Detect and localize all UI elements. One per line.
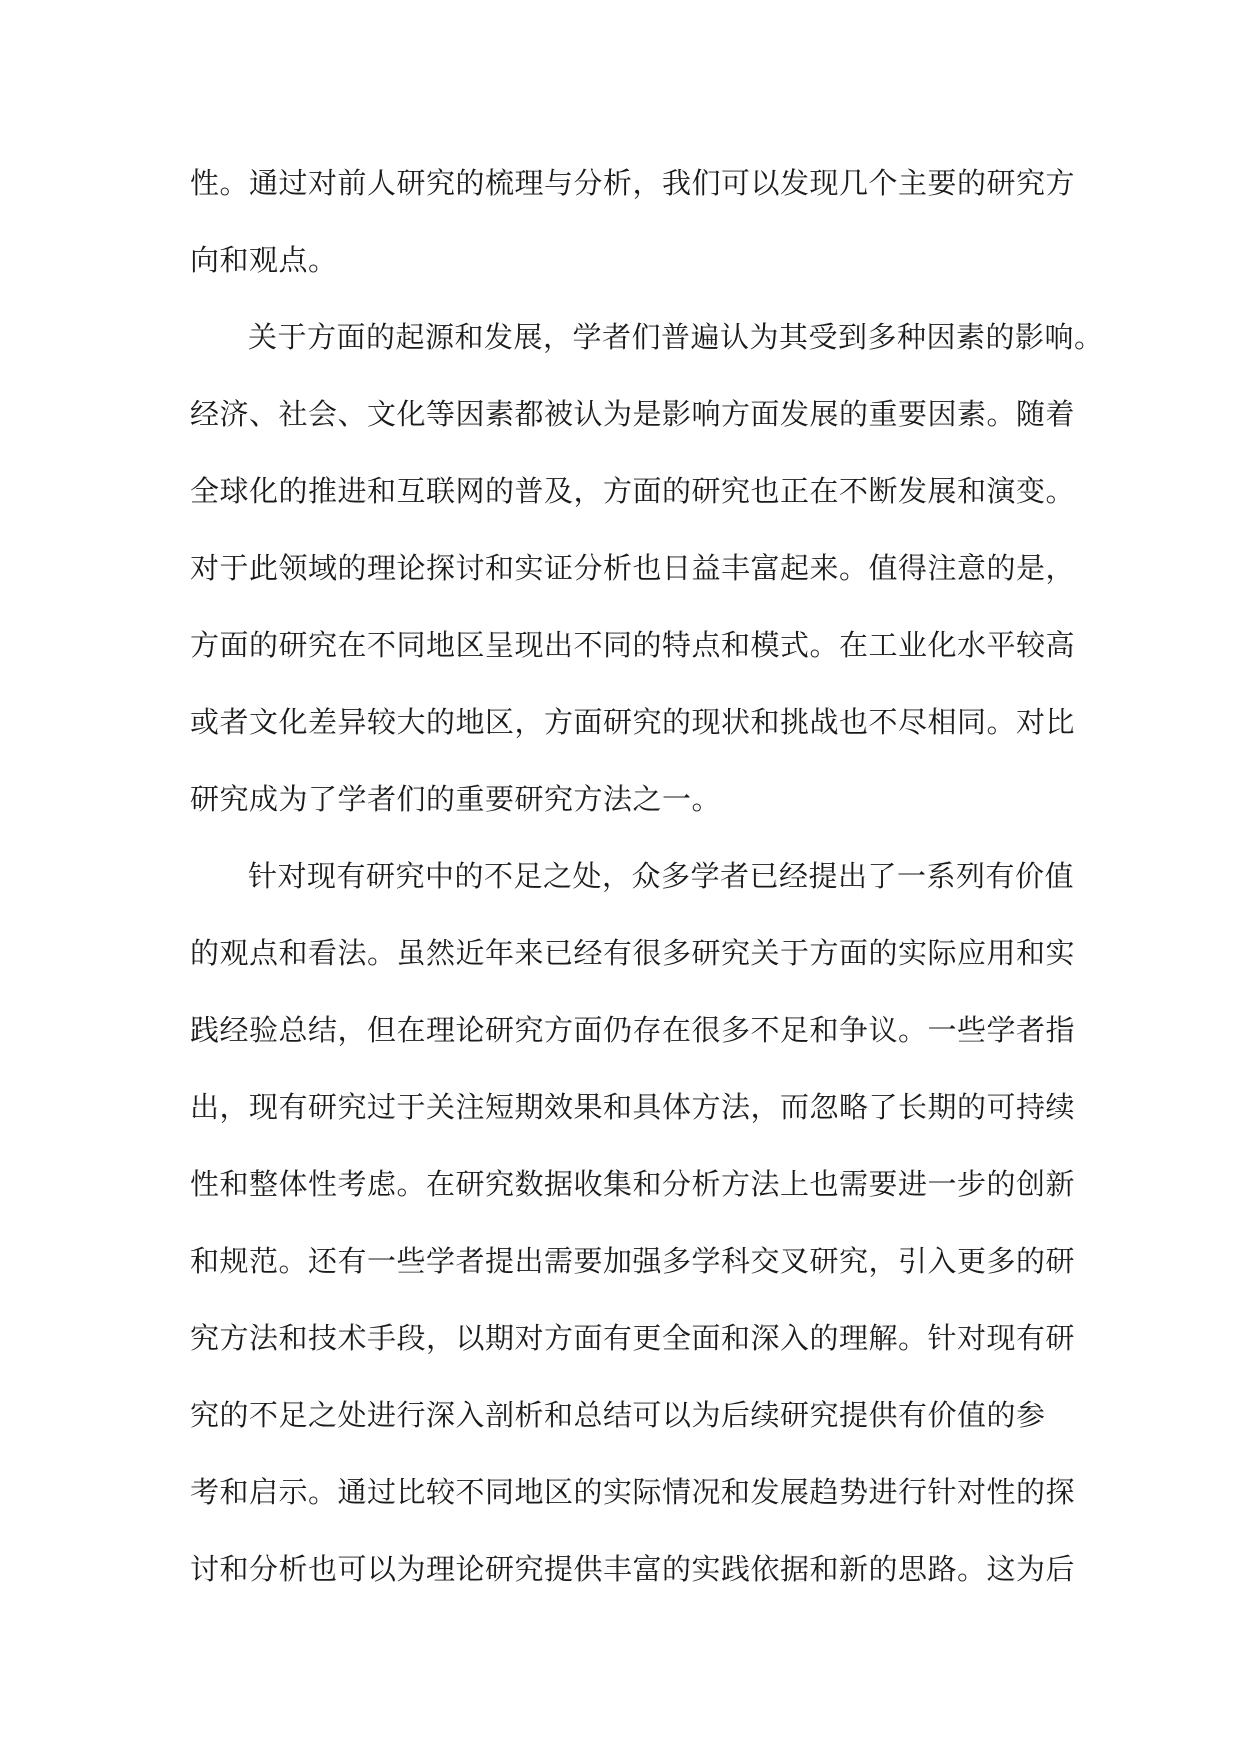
text-line: 和规范。还有一些学者提出需要加强多学科交叉研究，引入更多的研 [190,1244,1076,1278]
text-line: 践经验总结，但在理论研究方面仍存在很多不足和争议。一些学者指 [190,1013,1076,1047]
text-line: 考和启示。通过比较不同地区的实际情况和发展趋势进行针对性的探 [190,1475,1076,1509]
text-line: 对于此领域的理论探讨和实证分析也日益丰富起来。值得注意的是， [190,551,1076,585]
paragraph-start-line: 关于方面的起源和发展，学者们普遍认为其受到多种因素的影响。 [248,320,1104,354]
text-line: 全球化的推进和互联网的普及，方面的研究也正在不断发展和演变。 [190,474,1076,508]
text-line: 方面的研究在不同地区呈现出不同的特点和模式。在工业化水平较高 [190,628,1076,662]
text-line: 研究成为了学者们的重要研究方法之一。 [190,782,722,816]
text-line: 究的不足之处进行深入剖析和总结可以为后续研究提供有价值的参 [190,1398,1046,1432]
text-line: 性和整体性考虑。在研究数据收集和分析方法上也需要进一步的创新 [190,1167,1076,1201]
text-line: 讨和分析也可以为理论研究提供丰富的实践依据和新的思路。这为后 [190,1552,1076,1586]
text-line: 出，现有研究过于关注短期效果和具体方法，而忽略了长期的可持续 [190,1090,1076,1124]
paragraph-start-line: 针对现有研究中的不足之处，众多学者已经提出了一系列有价值 [248,859,1075,893]
text-line: 经济、社会、文化等因素都被认为是影响方面发展的重要因素。随着 [190,397,1076,431]
text-line: 向和观点。 [190,243,338,277]
text-line: 究方法和技术手段，以期对方面有更全面和深入的理解。针对现有研 [190,1321,1076,1355]
body-text [190,145,1104,1608]
text-line: 性。通过对前人研究的梳理与分析，我们可以发现几个主要的研究方 [190,166,1076,200]
text-line: 或者文化差异较大的地区，方面研究的现状和挑战也不尽相同。对比 [190,705,1076,739]
text-line: 的观点和看法。虽然近年来已经有很多研究关于方面的实际应用和实 [190,936,1076,970]
